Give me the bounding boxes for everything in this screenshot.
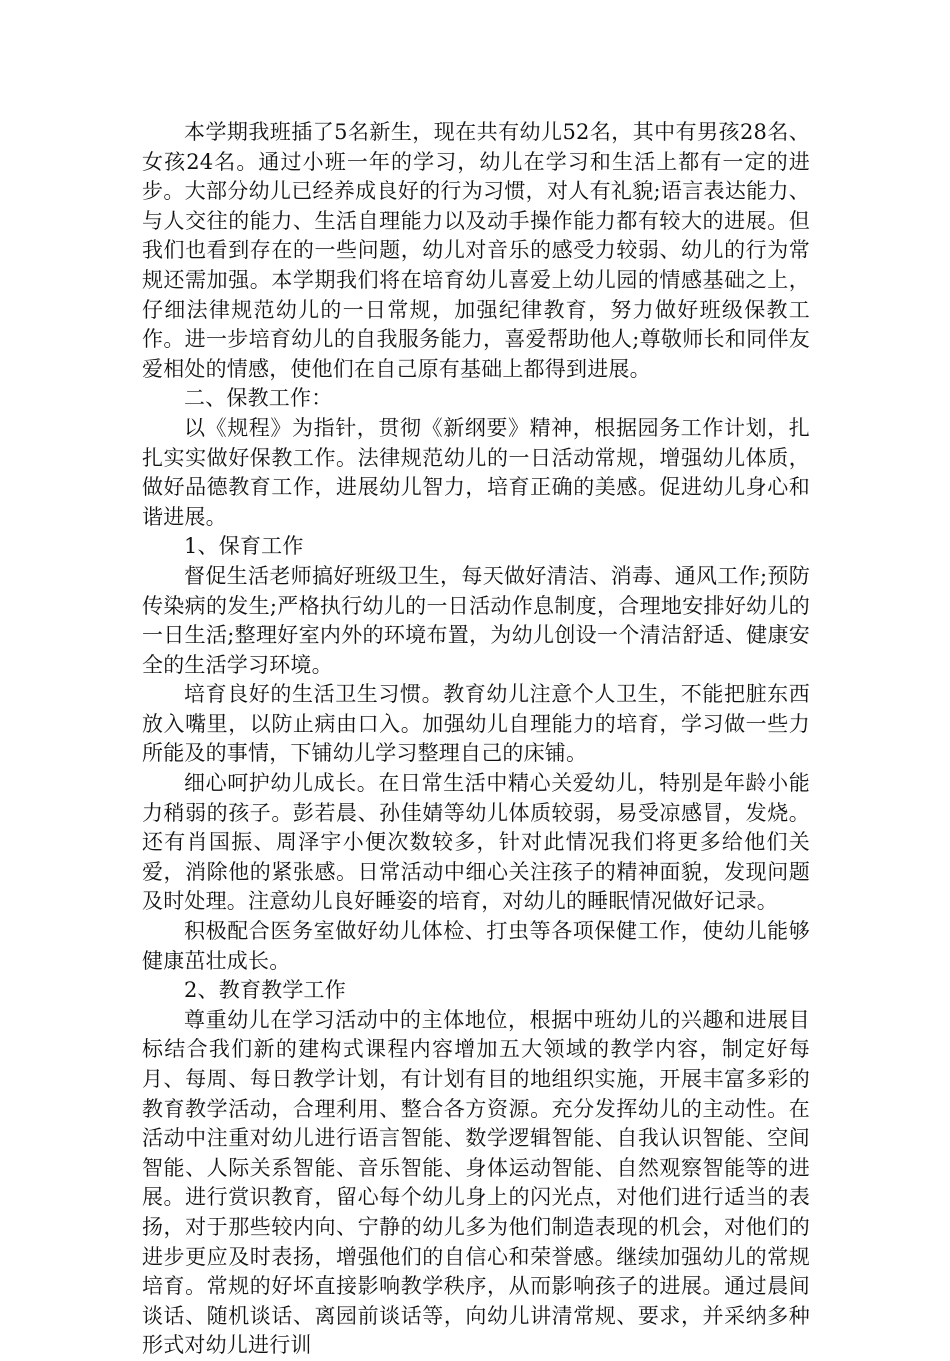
paragraph-care-education-overview: 以《规程》为指针，贯彻《新纲要》精神，根据园务工作计划，扎扎实实做好保教工作。法律规范幼儿的一日活动常规，增强幼儿体质，做好品德教育工作，进展幼儿智力，培育正确的美感。促进幼儿身心和谐进展。 <box>142 415 810 529</box>
paragraph-hygiene: 督促生活老师搞好班级卫生，每天做好清洁、消毒、通风工作;预防传染病的发生;严格执行幼儿的一日活动作息制度，合理地安排好幼儿的一日生活;整理好室内外的环境布置，为幼儿创设一个清洁舒适、健康安全的生活学习环境。 <box>142 563 810 677</box>
paragraph-teaching: 尊重幼儿在学习活动中的主体地位，根据中班幼儿的兴趣和进展目标结合我们新的建构式课程内容增加五大领域的教学内容，制定好每月、每周、每日教学计划，有计划有目的地组织实施，开展丰富多彩的教育教学活动，合理利用、整合各方资源。充分发挥幼儿的主动性。在活动中注重对幼儿进行语言智能、数学逻辑智能、自我认识智能、空间智能、人际关系智能、音乐智能、身体运动智能、自然观察智能等的进展。进行赏识教育，留心每个幼儿身上的闪光点，对他们进行适当的表扬，对于那些较内向、宁静的幼儿多为他们制造表现的机会，对他们的进步更应及时表扬，增强他们的自信心和荣誉感。继续加强幼儿的常规培育。常规的好坏直接影响教学秩序，从而影响孩子的进展。通过晨间谈话、随机谈话、离园前谈话等，向幼儿讲清常规、要求，并采纳多种形式对幼儿进行训 <box>142 1007 810 1358</box>
section-heading-care-education: 二、保教工作： <box>184 386 333 411</box>
paragraph-caring: 细心呵护幼儿成长。在日常生活中精心关爱幼儿，特别是年龄小能力稍弱的孩子。彭若晨、孙佳婧等幼儿体质较弱，易受凉感冒，发烧。还有肖国振、周泽宇小便次数较多，针对此情况我们将更多给他们关爱，消除他的紧张感。日常活动中细心关注孩子的精神面貌，发现问题及时处理。注意幼儿良好睡姿的培育，对幼儿的睡眠情况做好记录。 <box>142 771 810 914</box>
paragraph-intro: 本学期我班插了5名新生，现在共有幼儿52名，其中有男孩28名、女孩24名。通过小班一年的学习，幼儿在学习和生活上都有一定的进步。大部分幼儿已经养成良好的行为习惯，对人有礼貌;语言表达能力、与人交往的能力、生活自理能力以及动手操作能力都有较大的进展。但我们也看到存在的一些问题，幼儿对音乐的感受力较弱、幼儿的行为常规还需加强。本学期我们将在培育幼儿喜爱上幼儿园的情感基础之上，仔细法律规范幼儿的一日常规，加强纪律教育，努力做好班级保教工作。进一步培育幼儿的自我服务能力，喜爱帮助他人;尊敬师长和同伴友爱相处的情感，使他们在自己原有基础上都得到进展。 <box>142 120 810 381</box>
subsection-heading-teaching: 2、教育教学工作 <box>184 978 346 1003</box>
paragraph-habits: 培育良好的生活卫生习惯。教育幼儿注意个人卫生，不能把脏东西放入嘴里，以防止病由口入。加强幼儿自理能力的培育，学习做一些力所能及的事情，下铺幼儿学习整理自己的床铺。 <box>142 682 810 766</box>
paragraph-health-checks: 积极配合医务室做好幼儿体检、打虫等各项保健工作，使幼儿能够健康茁壮成长。 <box>142 919 810 973</box>
document-body <box>142 118 810 1361</box>
subsection-heading-care: 1、保育工作 <box>184 534 304 559</box>
